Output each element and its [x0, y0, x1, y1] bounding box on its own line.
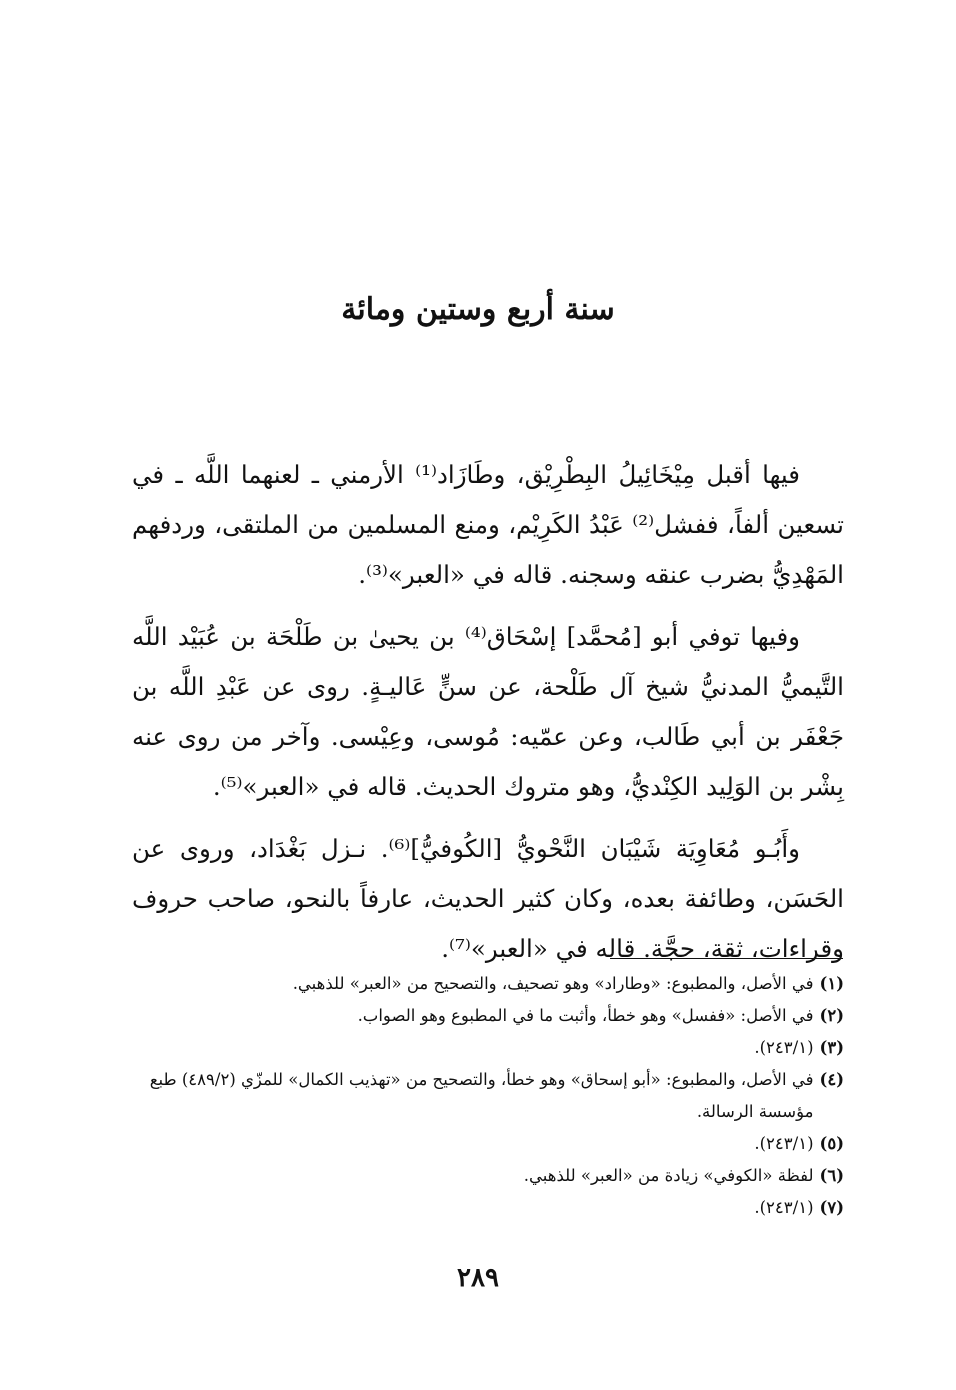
footnote-text: لفظة «الكوفي» زيادة من «العبر» للذهبي.	[523, 1166, 814, 1185]
footnote-text: في الأصل، والمطبوع: «أبو إسحاق» وهو خطأ، والتصحيح من «تهذيب الكمال» للمزّي (٤٨٩/٢) طبع مؤسسة الرسالة.	[149, 1070, 814, 1121]
footnote	[132, 1160, 844, 1192]
footnote	[132, 1128, 844, 1160]
footnote	[132, 1000, 844, 1032]
chapter-title: سنة أربع وستين ومائة	[341, 292, 615, 327]
main-text	[132, 450, 844, 986]
footnote-text: (٢٤٣/١).	[754, 1134, 814, 1153]
footnote-text: (٢٤٣/١).	[754, 1038, 814, 1057]
footnote-number: (٤)	[819, 1070, 844, 1089]
footnote	[132, 1032, 844, 1064]
footnote-number: (٥)	[819, 1134, 844, 1153]
footnote-text: في الأصل، والمطبوع: «وطاراد» وهو تصحيف، والتصحيح من «العبر» للذهبي.	[292, 974, 814, 993]
paragraph: وأَبُـو مُعَاوِيَة شَيْبَان النَّحْويُّ [الكُوفيُّ]⁽⁶⁾. نـزل بَغْدَاد، وروى عن الحَسَن، وطائفة بعده، وكان كثير الحديث، عارفاً بالنحو، صاحب حروف وقراءات، ثقة، حجَّة. قاله في «العبر»⁽⁷⁾.	[132, 834, 844, 963]
footnotes	[132, 968, 844, 1224]
footnote-number: (٦)	[819, 1166, 844, 1185]
footnote-text: في الأصل: «ففسل» وهو خطأ، وأثبت ما في المطبوع وهو الصواب.	[357, 1006, 814, 1025]
paragraph: فيها أقبل مِيْخَائِيلُ البِطْرِيْق، وطَازَاد⁽¹⁾ الأرمني ـ لعنهما اللَّه ـ في تسعين ألفاً، ففشل⁽²⁾ عَبْدُ الكَرِيْم، ومنع المسلمين من الملتقى، وردفهم المَهْدِيُّ بضرب عنقه وسجنه. قاله في «العبر»⁽³⁾.	[132, 460, 844, 589]
page-number: ٢٨٩	[457, 1263, 499, 1293]
footnote	[132, 1064, 844, 1128]
footnote-divider	[610, 958, 843, 959]
footnote-text: (٢٤٣/١).	[754, 1198, 814, 1217]
footnote-number: (٣)	[819, 1038, 844, 1057]
footnote-number: (٢)	[819, 1006, 844, 1025]
footnote	[132, 968, 844, 1000]
footnote	[132, 1192, 844, 1224]
footnote-number: (١)	[819, 974, 844, 993]
paragraph: وفيها توفي أبو [مُحمَّد] إسْحَاق⁽⁴⁾ بن يحيىٰ بن طَلْحَة بن عُبَيْد اللَّه التَّيميُّ المدنيُّ شيخ آل طَلْحة، عن سنٍّ عَاليـةٍ. روى عن عَبْدِ اللَّه بن جَعْفَر بن أبي طَالب، وعن عمّيه: مُوسى، وعِيْسى. وآخر من روى عنه بِشْر بن الوَلِيد الكِنْديُّ، وهو متروك الحديث. قاله في «العبر»⁽⁵⁾.	[132, 622, 844, 801]
footnote-number: (٧)	[819, 1198, 844, 1217]
